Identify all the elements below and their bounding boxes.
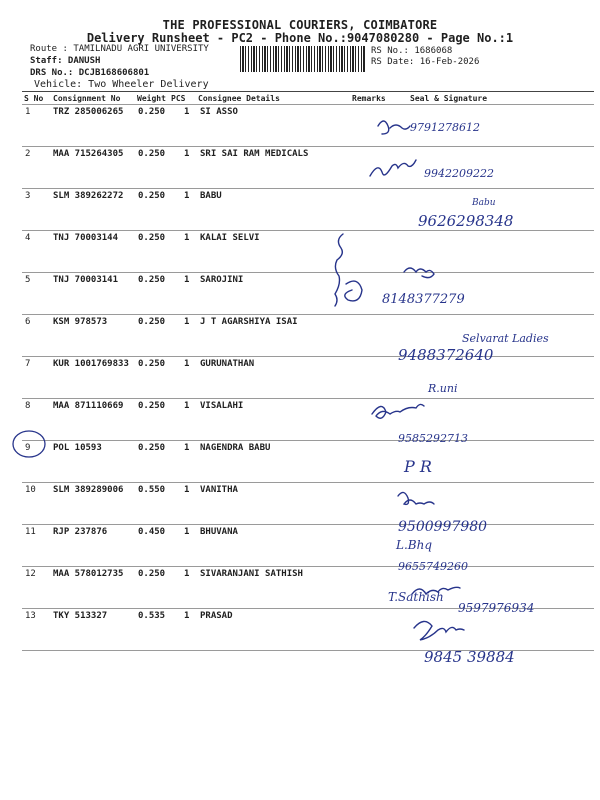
row-divider bbox=[22, 314, 594, 315]
row-consignment-no: TNJ 70003144 bbox=[53, 233, 119, 243]
row-consignee: SI ASSO bbox=[200, 107, 238, 117]
row-sno: 3 bbox=[25, 191, 31, 201]
row-sno: 2 bbox=[25, 149, 31, 159]
row-pcs: 1 bbox=[184, 359, 190, 369]
row-consignment-no: TRZ 285006265 bbox=[53, 107, 124, 117]
row-divider bbox=[22, 482, 594, 483]
table-row bbox=[0, 569, 600, 611]
row-consignment-no: MAA 715264305 bbox=[53, 149, 124, 159]
signature-row5-phone: 8148377279 bbox=[382, 292, 465, 307]
runsheet-subtitle: Delivery Runsheet - PC2 - Phone No.:9047080280 - Page No.:1 bbox=[86, 31, 514, 45]
row-weight: 0.250 bbox=[138, 149, 166, 159]
row-weight: 0.550 bbox=[138, 485, 166, 495]
row-weight: 0.250 bbox=[138, 107, 166, 117]
row-divider bbox=[22, 188, 594, 189]
row-weight: 0.450 bbox=[138, 527, 166, 537]
signature-row9-initials: P R bbox=[404, 457, 432, 476]
row-consignment-no: SLM 389289006 bbox=[53, 485, 124, 495]
row-consignee: J T AGARSHIYA ISAI bbox=[200, 317, 298, 327]
row-sno: 9 bbox=[25, 443, 31, 453]
route-value: TAMILNADU AGRI UNIVERSITY bbox=[73, 44, 209, 54]
row-consignment-no: KUR 1001769833 bbox=[53, 359, 129, 369]
table-row bbox=[0, 275, 600, 317]
row-weight: 0.535 bbox=[138, 611, 166, 621]
drs-line: DRS No.: DCJB168606801 bbox=[30, 68, 150, 78]
header-top-rule bbox=[22, 91, 594, 92]
row-pcs: 1 bbox=[184, 191, 190, 201]
row-pcs: 1 bbox=[184, 233, 190, 243]
row-consignee: SAROJINI bbox=[200, 275, 244, 285]
signature-row13-phone: 9845 39884 bbox=[424, 648, 515, 666]
row-pcs: 1 bbox=[184, 107, 190, 117]
row-divider bbox=[22, 356, 594, 357]
signature-row3-phone: 9626298348 bbox=[418, 212, 514, 230]
row-divider bbox=[22, 650, 594, 651]
row-weight: 0.250 bbox=[138, 317, 166, 327]
row-sno: 7 bbox=[25, 359, 31, 369]
row-pcs: 1 bbox=[184, 317, 190, 327]
row-consignee: VANITHA bbox=[200, 485, 238, 495]
header-left-info bbox=[30, 43, 209, 91]
row-divider bbox=[22, 398, 594, 399]
row-pcs: 1 bbox=[184, 611, 190, 621]
signature-row8-phone: 9585292713 bbox=[398, 432, 468, 445]
row-weight: 0.250 bbox=[138, 401, 166, 411]
row-divider bbox=[22, 524, 594, 525]
company-title: THE PROFESSIONAL COURIERS, COIMBATORE bbox=[162, 18, 438, 32]
row-consignment-no: RJP 237876 bbox=[53, 527, 108, 537]
signature-row1-phone: 9791278612 bbox=[410, 121, 480, 134]
signature-row12-name: T.Sathish bbox=[388, 590, 444, 604]
row-divider bbox=[22, 272, 594, 273]
row-consignment-no: SLM 389262272 bbox=[53, 191, 124, 201]
route-line bbox=[30, 43, 209, 55]
row-pcs: 1 bbox=[184, 485, 190, 495]
rs-info bbox=[371, 46, 479, 68]
header-bottom-rule bbox=[22, 104, 594, 105]
route-label: Route : bbox=[30, 44, 68, 54]
table-row bbox=[0, 107, 600, 149]
row-sno: 12 bbox=[25, 569, 36, 579]
table-row bbox=[0, 485, 600, 527]
rs-date: RS Date: 16-Feb-2026 bbox=[371, 57, 480, 67]
col-sno: S No bbox=[24, 94, 44, 103]
row-sno: 4 bbox=[25, 233, 31, 243]
row-pcs: 1 bbox=[184, 443, 190, 453]
row-divider bbox=[22, 608, 594, 609]
row-sno: 5 bbox=[25, 275, 31, 285]
row-consignee: SRI SAI RAM MEDICALS bbox=[200, 149, 309, 159]
row-pcs: 1 bbox=[184, 149, 190, 159]
row-consignee: PRASAD bbox=[200, 611, 233, 621]
row-consignment-no: KSM 978573 bbox=[53, 317, 108, 327]
row-consignee: KALAI SELVI bbox=[200, 233, 260, 243]
row-sno: 10 bbox=[25, 485, 36, 495]
row-pcs: 1 bbox=[184, 569, 190, 579]
row-weight: 0.250 bbox=[138, 359, 166, 369]
row-pcs: 1 bbox=[184, 401, 190, 411]
table-row bbox=[0, 527, 600, 569]
row-divider bbox=[22, 146, 594, 147]
signature-row2-phone: 9942209222 bbox=[424, 167, 494, 180]
table-row bbox=[0, 443, 600, 485]
row-consignee: VISALAHI bbox=[200, 401, 244, 411]
row-sno: 13 bbox=[25, 611, 36, 621]
signature-row7-mark: R.uni bbox=[428, 382, 458, 395]
row-pcs: 1 bbox=[184, 275, 190, 285]
table-row bbox=[0, 149, 600, 191]
row-consignment-no: MAA 871110669 bbox=[53, 401, 124, 411]
row-consignee: BHUVANA bbox=[200, 527, 238, 537]
row-consignment-no: MAA 578012735 bbox=[53, 569, 124, 579]
col-consignment: Consignment No bbox=[53, 94, 121, 103]
table-row bbox=[0, 611, 600, 653]
row-divider bbox=[22, 440, 594, 441]
row-weight: 0.250 bbox=[138, 443, 166, 453]
table-row bbox=[0, 317, 600, 359]
row-consignee: SIVARANJANI SATHISH bbox=[200, 569, 303, 579]
signature-row3-name: Babu bbox=[472, 198, 496, 208]
table-row bbox=[0, 191, 600, 233]
runsheet-barcode bbox=[240, 46, 366, 72]
vehicle-line: Vehicle: Two Wheeler Delivery bbox=[34, 79, 209, 90]
row-divider bbox=[22, 566, 594, 567]
signature-row6-name: Selvarat Ladies bbox=[462, 332, 549, 345]
row-pcs: 1 bbox=[184, 527, 190, 537]
row-weight: 0.250 bbox=[138, 233, 166, 243]
col-seal: Seal & Signature bbox=[410, 94, 488, 103]
col-consignee: Consignee Details bbox=[198, 94, 280, 103]
signature-row11-name: L.Bhq bbox=[396, 538, 433, 552]
row-sno: 1 bbox=[25, 107, 31, 117]
col-remarks: Remarks bbox=[352, 94, 386, 103]
row-sno: 11 bbox=[25, 527, 36, 537]
row-weight: 0.250 bbox=[138, 569, 166, 579]
signature-row10-phone: 9500997980 bbox=[398, 519, 488, 535]
signature-row12-phone: 9597976934 bbox=[458, 601, 535, 615]
staff-line: Staff: DANUSH bbox=[30, 56, 101, 66]
table-row bbox=[0, 359, 600, 401]
row-sno: 8 bbox=[25, 401, 31, 411]
row-consignee: NAGENDRA BABU bbox=[200, 443, 271, 453]
row-divider bbox=[22, 230, 594, 231]
row-consignee: BABU bbox=[200, 191, 222, 201]
signature-row11-phone: 9655749260 bbox=[398, 560, 468, 573]
row-consignment-no: TKY 513327 bbox=[53, 611, 108, 621]
row-weight: 0.250 bbox=[138, 191, 166, 201]
row-consignment-no: POL 10593 bbox=[53, 443, 102, 453]
table-row bbox=[0, 401, 600, 443]
row-consignee: GURUNATHAN bbox=[200, 359, 255, 369]
col-weight: Weight bbox=[137, 94, 166, 103]
row-weight: 0.250 bbox=[138, 275, 166, 285]
col-pcs: PCS bbox=[171, 94, 186, 103]
row-consignment-no: TNJ 70003141 bbox=[53, 275, 119, 285]
table-row bbox=[0, 233, 600, 275]
signature-row6-phone: 9488372640 bbox=[398, 346, 494, 364]
rs-number: RS No.: 1686068 bbox=[371, 46, 453, 56]
row-sno: 6 bbox=[25, 317, 31, 327]
